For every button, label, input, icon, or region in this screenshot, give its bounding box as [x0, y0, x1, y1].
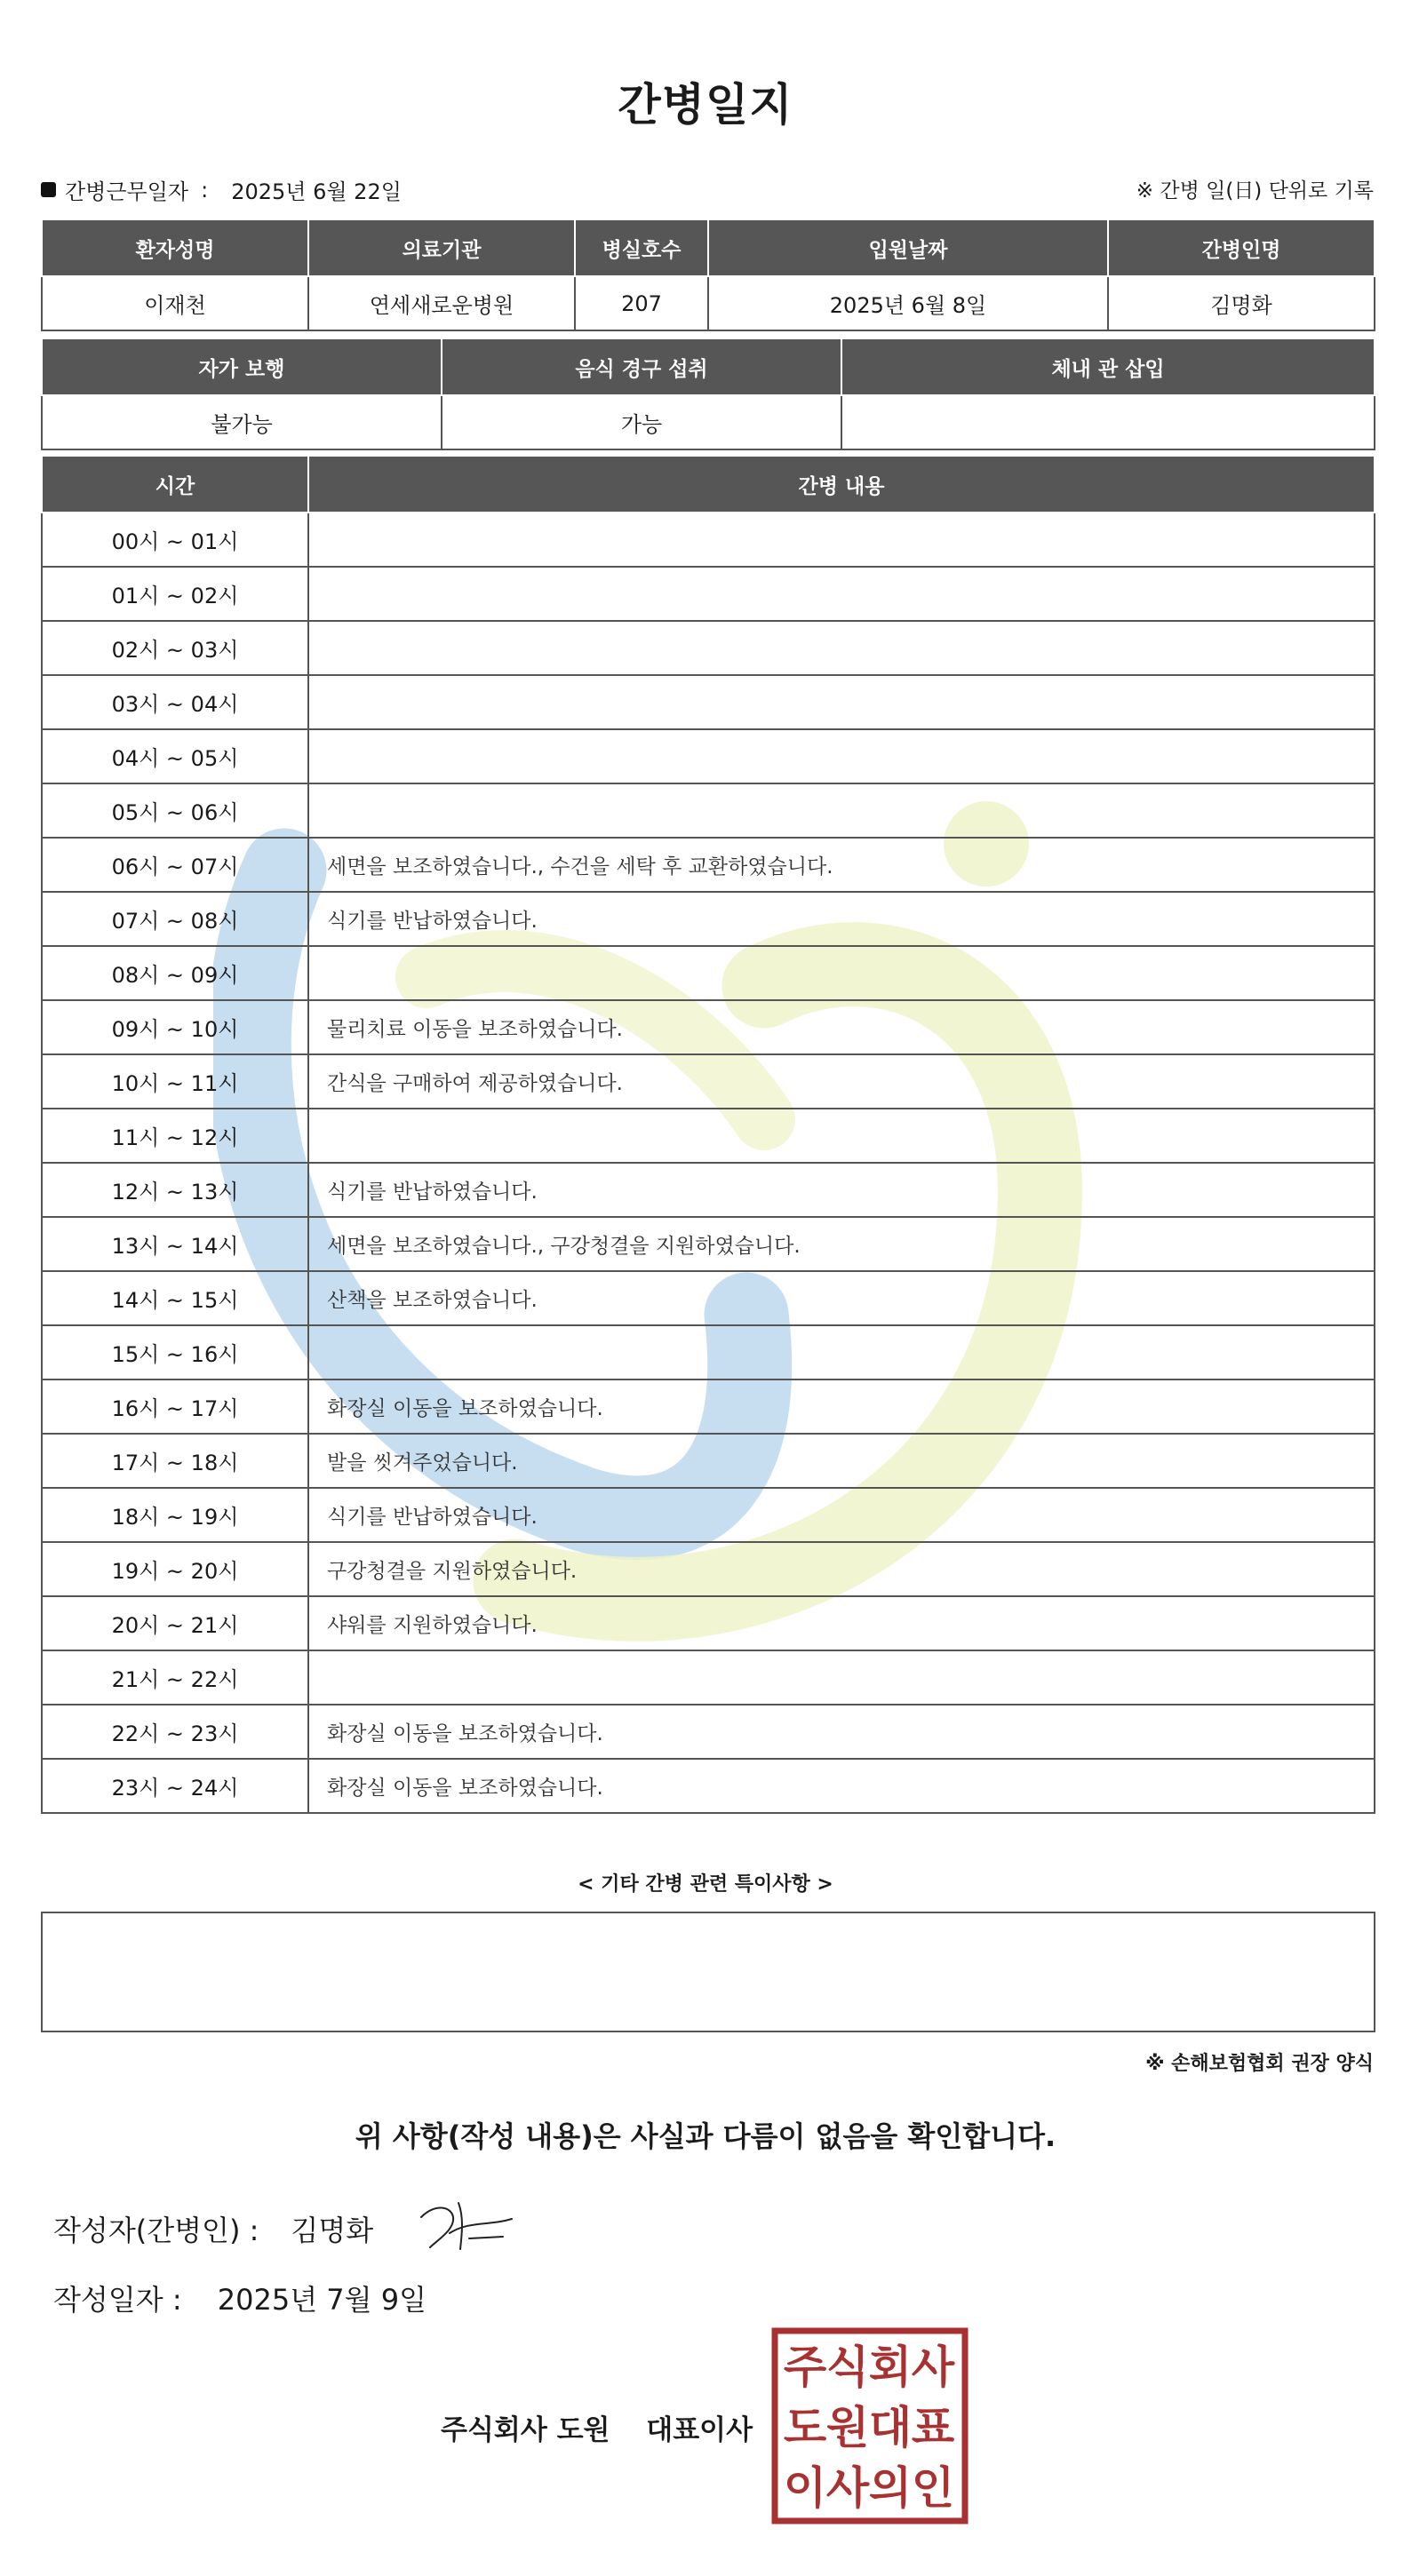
care-content	[308, 513, 1375, 567]
table-row	[42, 1434, 1375, 1488]
header-hospital: 의료기관	[308, 220, 575, 276]
care-schedule-table	[41, 457, 1375, 1814]
written-date: 2025년 7월 9일	[217, 2283, 427, 2317]
time-slot: 22시 ~ 23시	[42, 1705, 308, 1759]
admission-date: 2025년 6월 8일	[708, 276, 1108, 330]
header-tube-insertion: 체내 관 삽입	[841, 339, 1375, 395]
time-slot: 04시 ~ 05시	[42, 729, 308, 783]
schedule-body	[42, 513, 1375, 1813]
room-number: 207	[575, 276, 708, 330]
writer-line	[53, 2208, 373, 2249]
hospital-name: 연세새로운병원	[308, 276, 575, 330]
care-content	[308, 675, 1375, 729]
table-row	[42, 783, 1375, 838]
table-header-row	[42, 220, 1375, 276]
table-row	[42, 838, 1375, 892]
time-slot: 08시 ~ 09시	[42, 946, 308, 1000]
care-content	[308, 946, 1375, 1000]
care-content: 화장실 이동을 보조하였습니다.	[308, 1759, 1375, 1813]
record-note: ※ 간병 일(日) 단위로 기록	[1136, 179, 1374, 203]
care-content: 샤워를 지원하였습니다.	[308, 1596, 1375, 1650]
care-content	[308, 1325, 1375, 1379]
table-row	[42, 1271, 1375, 1325]
time-slot: 16시 ~ 17시	[42, 1379, 308, 1434]
self-walking-value: 불가능	[42, 395, 442, 449]
header-room-number: 병실호수	[575, 220, 708, 276]
table-row	[42, 1759, 1375, 1813]
time-slot: 21시 ~ 22시	[42, 1650, 308, 1705]
oral-intake-value: 가능	[442, 395, 841, 449]
time-slot: 05시 ~ 06시	[42, 783, 308, 838]
svg-text:원: 원	[825, 2402, 870, 2453]
company-seal	[771, 2327, 969, 2524]
time-slot: 19시 ~ 20시	[42, 1542, 308, 1596]
svg-text:도: 도	[783, 2402, 827, 2453]
svg-text:의: 의	[868, 2462, 913, 2514]
care-content: 세면을 보조하였습니다., 구강청결을 지원하였습니다.	[308, 1217, 1375, 1271]
table-row	[42, 567, 1375, 621]
table-row	[42, 675, 1375, 729]
care-content: 간식을 구매하여 제공하였습니다.	[308, 1054, 1375, 1109]
notes-title: < 기타 간병 관련 특이사항 >	[578, 1873, 833, 1896]
time-slot: 01시 ~ 02시	[42, 567, 308, 621]
date-line	[53, 2278, 426, 2318]
time-slot: 12시 ~ 13시	[42, 1163, 308, 1217]
ceo-title: 대표이사	[646, 2414, 753, 2446]
table-row	[42, 1163, 1375, 1217]
table-header-row	[42, 339, 1375, 395]
time-slot: 00시 ~ 01시	[42, 513, 308, 567]
writer-name: 김명화	[291, 2214, 374, 2247]
svg-text:회: 회	[868, 2341, 913, 2393]
document-title: 간병일지	[618, 79, 793, 131]
table-row	[42, 1705, 1375, 1759]
care-content	[308, 783, 1375, 838]
table-row	[42, 729, 1375, 783]
care-content	[308, 621, 1375, 675]
care-content: 식기를 반납하였습니다.	[308, 1488, 1375, 1542]
svg-text:표: 표	[911, 2402, 955, 2453]
work-date-label: 간병근무일자	[65, 179, 189, 204]
time-slot: 06시 ~ 07시	[42, 838, 308, 892]
svg-text:이: 이	[783, 2462, 827, 2514]
square-bullet-icon	[41, 182, 56, 197]
care-content: 화장실 이동을 보조하였습니다.	[308, 1379, 1375, 1434]
writer-label: 작성자(간병인) :	[53, 2214, 259, 2247]
time-slot: 09시 ~ 10시	[42, 1000, 308, 1054]
company-name: 주식회사 도원	[441, 2414, 610, 2446]
table-row	[42, 1000, 1375, 1054]
time-slot: 18시 ~ 19시	[42, 1488, 308, 1542]
care-content	[308, 1109, 1375, 1163]
company-line	[441, 2407, 753, 2447]
table-row	[42, 1488, 1375, 1542]
patient-status-table	[41, 339, 1375, 450]
time-slot: 10시 ~ 11시	[42, 1054, 308, 1109]
care-content: 세면을 보조하였습니다., 수건을 세탁 후 교환하였습니다.	[308, 838, 1375, 892]
notes-box	[41, 1912, 1375, 2032]
table-row	[42, 892, 1375, 946]
table-header-row	[42, 457, 1375, 513]
care-content: 발을 씻겨주었습니다.	[308, 1434, 1375, 1488]
time-slot: 23시 ~ 24시	[42, 1759, 308, 1813]
patient-info-table	[41, 220, 1375, 331]
time-slot: 11시 ~ 12시	[42, 1109, 308, 1163]
patient-name: 이재천	[42, 276, 308, 330]
table-row	[42, 946, 1375, 1000]
time-slot: 02시 ~ 03시	[42, 621, 308, 675]
work-date-value: 2025년 6월 22일	[231, 179, 402, 204]
svg-text:대: 대	[868, 2402, 913, 2453]
work-date	[41, 174, 402, 205]
tube-insertion-value	[841, 395, 1375, 449]
svg-text:사: 사	[825, 2462, 870, 2514]
caregiver-name: 김명화	[1108, 276, 1375, 330]
svg-text:식: 식	[825, 2341, 870, 2393]
time-slot: 20시 ~ 21시	[42, 1596, 308, 1650]
care-content: 물리치료 이동을 보조하였습니다.	[308, 1000, 1375, 1054]
table-row	[42, 395, 1375, 449]
care-content: 식기를 반납하였습니다.	[308, 892, 1375, 946]
table-row	[42, 1650, 1375, 1705]
time-slot: 13시 ~ 14시	[42, 1217, 308, 1271]
header-oral-intake: 음식 경구 섭취	[442, 339, 841, 395]
confirmation-statement: 위 사항(작성 내용)은 사실과 다름이 없음을 확인합니다.	[355, 2119, 1056, 2153]
table-row	[42, 513, 1375, 567]
table-row	[42, 1054, 1375, 1109]
table-row	[42, 1217, 1375, 1271]
header-time: 시간	[42, 457, 308, 513]
header-patient-name: 환자성명	[42, 220, 308, 276]
table-row	[42, 1542, 1375, 1596]
time-slot: 17시 ~ 18시	[42, 1434, 308, 1488]
meta-row	[41, 174, 1374, 210]
table-row	[42, 1109, 1375, 1163]
work-date-colon: :	[201, 177, 209, 203]
care-content: 식기를 반납하였습니다.	[308, 1163, 1375, 1217]
svg-text:사: 사	[911, 2341, 955, 2393]
header-caregiver-name: 간병인명	[1108, 220, 1375, 276]
svg-text:주: 주	[783, 2341, 827, 2393]
header-care-content: 간병 내용	[308, 457, 1375, 513]
form-note: ※ 손해보험협회 권장 양식	[1145, 2053, 1374, 2075]
table-row	[42, 1379, 1375, 1434]
table-row	[42, 276, 1375, 330]
care-content	[308, 1650, 1375, 1705]
header-admission-date: 입원날짜	[708, 220, 1108, 276]
date-label: 작성일자 :	[53, 2283, 182, 2317]
time-slot: 14시 ~ 15시	[42, 1271, 308, 1325]
time-slot: 15시 ~ 16시	[42, 1325, 308, 1379]
care-content	[308, 729, 1375, 783]
signature	[416, 2194, 522, 2256]
header-self-walking: 자가 보행	[42, 339, 442, 395]
care-content: 산책을 보조하였습니다.	[308, 1271, 1375, 1325]
care-content	[308, 567, 1375, 621]
care-content: 구강청결을 지원하였습니다.	[308, 1542, 1375, 1596]
table-row	[42, 1325, 1375, 1379]
table-row	[42, 621, 1375, 675]
time-slot: 03시 ~ 04시	[42, 675, 308, 729]
table-row	[42, 1596, 1375, 1650]
time-slot: 07시 ~ 08시	[42, 892, 308, 946]
care-content: 화장실 이동을 보조하였습니다.	[308, 1705, 1375, 1759]
svg-text:인: 인	[911, 2462, 955, 2514]
